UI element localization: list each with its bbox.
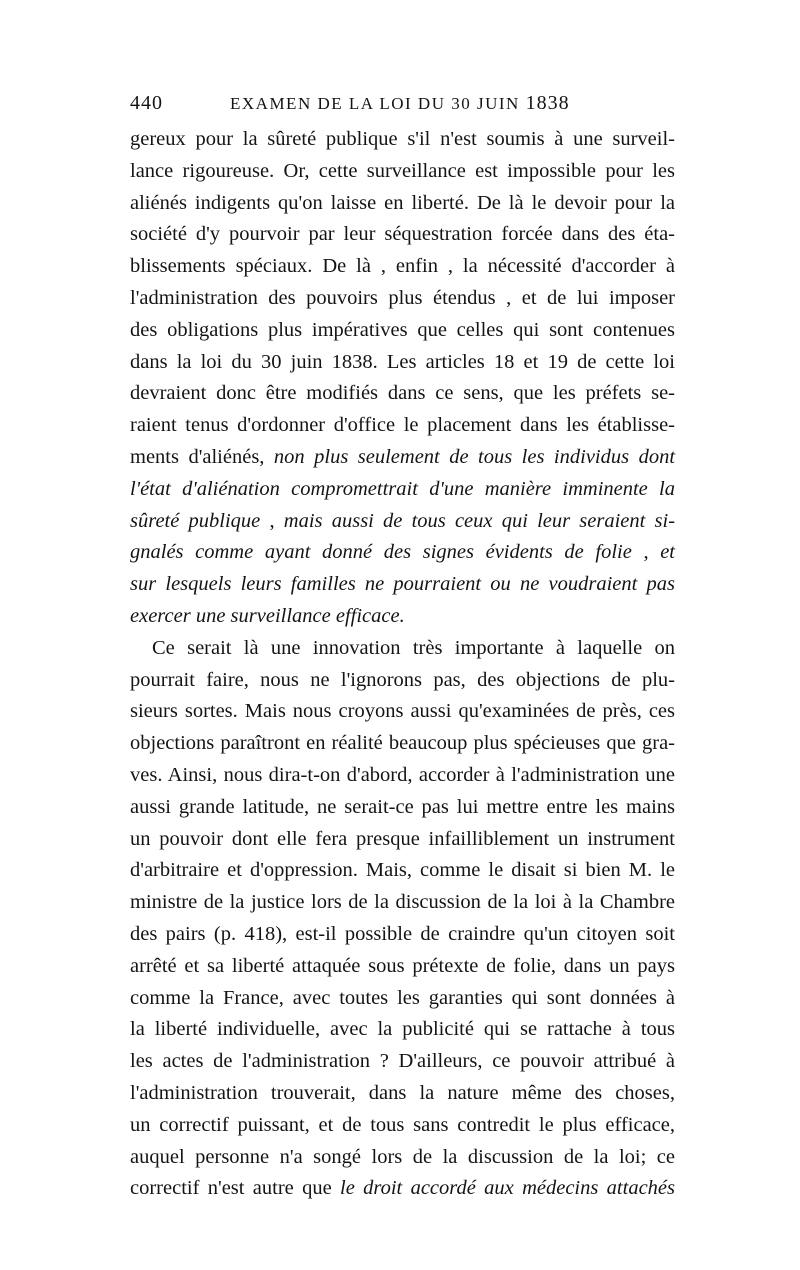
italic-run: non plus seulement de tous les individus dont xyxy=(273,445,676,468)
text-line xyxy=(130,1014,675,1046)
text-run: comme la France, avec toutes les garanties qui sont données à xyxy=(130,986,675,1009)
running-title xyxy=(230,90,570,117)
text-run: un pouvoir dont elle fera presque infailliblement un instrument xyxy=(130,827,675,850)
text-line xyxy=(130,919,675,951)
text-run: dans la loi du 30 juin 1838. Les articles 18 et 19 de cette loi xyxy=(130,350,675,373)
text-line xyxy=(130,283,675,315)
italic-run: sûreté publique xyxy=(130,509,261,532)
text-line xyxy=(130,188,675,220)
text-run: l'administration trouverait, dans la nature même des choses, xyxy=(130,1081,675,1104)
text-run: Ce serait là une innovation très importante à laquelle on xyxy=(152,636,675,659)
italic-run: gnalés comme ayant donné des signes évidents de folie xyxy=(130,541,632,564)
italic-run: exercer une surveillance efficace. xyxy=(130,604,405,627)
text-line xyxy=(130,251,675,283)
text-run: , xyxy=(631,541,661,564)
text-line xyxy=(130,633,675,665)
text-run: d'arbitraire et d'oppression. Mais, comme le disait si bien M. le xyxy=(130,859,675,882)
text-run: devraient donc être modifiés dans ce sens, que les préfets se- xyxy=(130,382,675,405)
italic-run: le droit accordé aux médecins attachés xyxy=(340,1177,676,1200)
text-line xyxy=(130,1173,675,1205)
text-line xyxy=(130,696,675,728)
text-run: gereux pour la sûreté publique s'il n'est soumis à une surveil- xyxy=(130,128,675,150)
text-run: raient tenus d'ordonner d'office le placement dans les établisse- xyxy=(130,414,675,437)
text-run: des pairs (p. 418), est-il possible de craindre qu'un citoyen soit xyxy=(130,922,675,945)
text-line xyxy=(130,537,675,569)
text-run: objections paraîtront en réalité beaucoup plus spécieuses que gra- xyxy=(130,732,675,755)
text-line xyxy=(130,792,675,824)
text-line xyxy=(130,124,675,156)
text-line xyxy=(130,1046,675,1078)
text-line xyxy=(130,1142,675,1174)
italic-run: mais aussi de tous ceux qui leur seraient si- xyxy=(283,509,676,532)
text-line xyxy=(130,601,675,633)
italic-run: l'état d'aliénation compromettrait d'une manière imminente la xyxy=(130,477,675,500)
running-title-year: 1838 xyxy=(525,92,570,114)
text-line xyxy=(130,760,675,792)
text-run: blissements spéciaux. De là , enfin , la nécessité d'accorder à xyxy=(130,255,675,278)
text-run: la liberté individuelle, avec la publicité qui se rattache à tous xyxy=(130,1018,675,1041)
text-line xyxy=(130,728,675,760)
text-line xyxy=(130,378,675,410)
italic-run: sur lesquels leurs familles ne pourraient ou ne voudraient pas xyxy=(130,573,675,596)
text-run: les actes de l'administration ? D'ailleurs, ce pouvoir attribué à xyxy=(130,1050,675,1073)
text-run: correctif n'est autre que xyxy=(130,1177,341,1200)
text-line xyxy=(130,855,675,887)
text-line xyxy=(130,887,675,919)
text-run: aliénés indigents qu'on laisse en liberté. De là le devoir pour la xyxy=(130,191,675,214)
text-run: aussi grande latitude, ne serait-ce pas lui mettre entre les mains xyxy=(130,795,675,818)
text-run: l'administration des pouvoirs plus étendus , et de lui imposer xyxy=(130,286,675,309)
text-run: ministre de la justice lors de la discussion de la loi à la Chambre xyxy=(130,891,675,914)
text-line xyxy=(130,315,675,347)
text-line xyxy=(130,569,675,601)
text-run: arrêté et sa liberté attaquée sous prétexte de folie, dans un pays xyxy=(130,954,675,977)
page-number: 440 xyxy=(130,92,163,114)
page-header xyxy=(130,90,675,116)
text-line xyxy=(130,506,675,538)
text-run: sieurs sortes. Mais nous croyons aussi qu'examinées de près, ces xyxy=(130,700,675,723)
text-run: ves. Ainsi, nous dira-t-on d'abord, accorder à l'administration une xyxy=(130,763,675,786)
text-line xyxy=(130,824,675,856)
text-line xyxy=(130,983,675,1015)
text-line xyxy=(130,665,675,697)
italic-run: et xyxy=(660,541,675,564)
text-line xyxy=(130,474,675,506)
running-title-text: EXAMEN DE LA LOI DU 30 JUIN xyxy=(230,94,520,113)
text-line xyxy=(130,347,675,379)
body-text xyxy=(130,124,675,1205)
text-line xyxy=(130,442,675,474)
text-run: , xyxy=(260,509,284,532)
text-run: ments d'aliénés, xyxy=(130,445,274,468)
text-line xyxy=(130,156,675,188)
text-run: pourrait faire, nous ne l'ignorons pas, des objections de plu- xyxy=(130,668,675,691)
text-line xyxy=(130,1078,675,1110)
text-line xyxy=(130,1110,675,1142)
text-line xyxy=(130,951,675,983)
text-run: auquel personne n'a songé lors de la discussion de la loi; ce xyxy=(130,1145,675,1168)
text-run: un correctif puissant, et de tous sans contredit le plus efficace, xyxy=(130,1113,675,1136)
text-run: société d'y pourvoir par leur séquestration forcée dans des éta- xyxy=(130,223,675,246)
text-line xyxy=(130,410,675,442)
text-line xyxy=(130,219,675,251)
text-run: lance rigoureuse. Or, cette surveillance est impossible pour les xyxy=(130,159,675,182)
text-run: des obligations plus impératives que celles qui sont contenues xyxy=(130,318,675,341)
